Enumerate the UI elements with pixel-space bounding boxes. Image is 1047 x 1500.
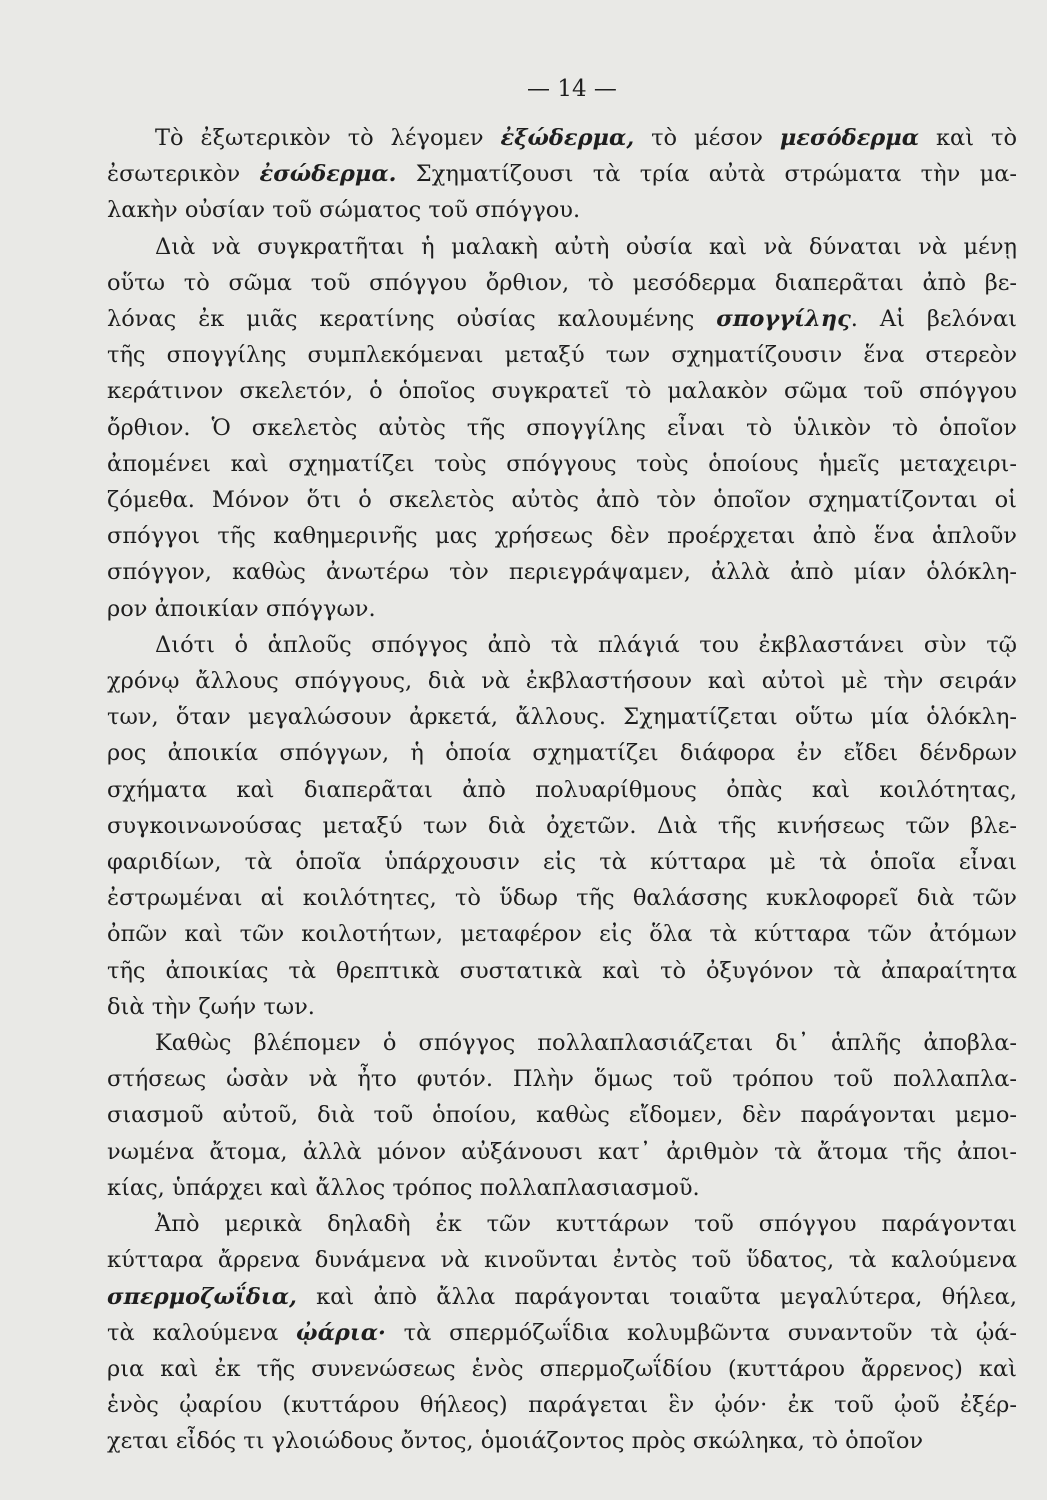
- text-line: [107, 554, 1017, 590]
- page-number: — 14 —: [527, 76, 617, 102]
- text-run: σιασμοῦ αὐτοῦ, διὰ τοῦ ὁποίου, καθὼς εἴδομεν, δὲν παράγονται μεμο-: [107, 1102, 1017, 1129]
- text-line: [107, 663, 1017, 699]
- text-run: κύτταρα ἄρρενα δυνάμενα νὰ κινοῦνται ἐντὸς τοῦ ὕδατος, τὰ καλούμενα: [107, 1247, 1017, 1274]
- text-line: [107, 1134, 1017, 1170]
- text-line: [107, 518, 1017, 554]
- text-line: [107, 880, 1017, 916]
- text-run: διὰ τὴν ζωήν των.: [107, 993, 315, 1020]
- text-line: [107, 229, 1017, 265]
- text-line: [107, 1206, 1017, 1242]
- text-run: Τὸ ἐξωτερικὸν τὸ λέγομεν: [155, 125, 501, 151]
- text-line: [107, 1242, 1017, 1278]
- paragraph: [107, 1025, 1017, 1206]
- text-line: [107, 120, 1017, 156]
- text-line: [107, 1387, 1017, 1423]
- text-run: ρος ἀποικία σπόγγων, ἡ ὁποία σχηματίζει διάφορα ἐν εἴδει δένδρων: [107, 740, 1017, 767]
- text-run: σχήματα καὶ διαπερᾶται ἀπὸ πολυαρίθμους ὀπὰς καὶ κοιλότητας,: [107, 776, 1017, 803]
- text-run: φαριδίων, τὰ ὁποῖα ὑπάρχουσιν εἰς τὰ κύτταρα μὲ τὰ ὁποῖα εἶναι: [107, 849, 1017, 876]
- text-run: Καθὼς βλέπομεν ὁ σπόγγος πολλαπλασιάζεται δι᾿ ἁπλῆς ἀποβλα-: [155, 1030, 1017, 1057]
- bold-term: σπερμοζωΐδια,: [107, 1283, 297, 1310]
- text-run: Διότι ὁ ἁπλοῦς σπόγγος ἀπὸ τὰ πλάγιά του ἐκβλαστάνει σὺν τῷ: [155, 631, 1017, 658]
- text-line: [107, 844, 1017, 880]
- text-line: [107, 156, 1017, 192]
- text-line: [107, 265, 1017, 301]
- text-run: συγκοινωνούσας μεταξύ των διὰ ὀχετῶν. Διὰ τῆς κινήσεως τῶν βλε-: [107, 812, 1017, 839]
- text-run: νωμένα ἄτομα, ἀλλὰ μόνον αὐξάνουσι κατ᾿ ἀριθμὸν τὰ ἄτομα τῆς ἀποι-: [107, 1138, 1017, 1165]
- text-line: [107, 953, 1017, 989]
- text-run: Σχηματίζουσι τὰ τρία αὐτὰ στρώματα τὴν μα-: [396, 161, 1017, 188]
- text-line: [107, 337, 1017, 373]
- text-line: [107, 1423, 1017, 1459]
- text-run: καὶ ἀπὸ ἄλλα παράγονται τοιαῦτα μεγαλύτερα, θήλεα,: [296, 1283, 1017, 1310]
- text-run: σπόγγοι τῆς καθημερινῆς μας χρήσεως δὲν προέρχεται ἀπὸ ἕνα ἁπλοῦν: [107, 523, 1017, 550]
- paragraph: [107, 229, 1017, 627]
- text-line: [107, 735, 1017, 771]
- text-run: των, ὅταν μεγαλώσουν ἀρκετά, ἄλλους. Σχηματίζεται οὕτω μία ὁλόκλη-: [107, 704, 1017, 731]
- text-run: ὄρθιον. Ὁ σκελετὸς αὐτὸς τῆς σπογγίλης εἶναι τὸ ὑλικὸν τὸ ὁποῖον: [107, 414, 1017, 441]
- text-line: [107, 989, 1017, 1025]
- text-run: Διὰ νὰ συγκρατῆται ἡ μαλακὴ αὐτὴ οὐσία καὶ νὰ δύναται νὰ μένῃ: [155, 233, 1017, 260]
- bold-term: ἐξώδερμα,: [500, 125, 635, 151]
- text-line: [107, 1279, 1017, 1315]
- text-run: ρια καὶ ἐκ τῆς συνενώσεως ἑνὸς σπερμοζωΐδίου (κυττάρου ἄρρενος) καὶ: [107, 1355, 1017, 1382]
- text-run: ἐστρωμέναι αἱ κοιλότητες, τὸ ὕδωρ τῆς θαλάσσης κυκλοφορεῖ διὰ τῶν: [107, 885, 1017, 912]
- text-line: [107, 699, 1017, 735]
- text-run: χρόνῳ ἄλλους σπόγγους, διὰ νὰ ἐκβλαστήσουν καὶ αὐτοὶ μὲ τὴν σειράν: [107, 668, 1017, 695]
- text-run: τὰ σπερμόζωΐδια κολυμβῶντα συναντοῦν τὰ ᾠά-: [385, 1319, 1018, 1346]
- text-run: σπόγγον, καθὼς ἀνωτέρω τὸν περιεγράψαμεν, ἀλλὰ ἀπὸ μίαν ὁλόκλη-: [107, 559, 1017, 586]
- text-run: τὸ μέσον: [634, 125, 780, 151]
- text-line: [107, 1061, 1017, 1097]
- text-line: [107, 591, 1017, 627]
- text-run: ζόμεθα. Μόνον ὅτι ὁ σκελετὸς αὐτὸς ἀπὸ τὸν ὁποῖον σχηματίζονται οἱ: [107, 487, 1017, 514]
- bold-term: ἐσώδερμα.: [259, 161, 397, 188]
- text-run: Ἀπὸ μερικὰ δηλαδὴ ἐκ τῶν κυττάρων τοῦ σπόγγου παράγονται: [155, 1211, 1017, 1238]
- text-run: στήσεως ὡσὰν νὰ ἦτο φυτόν. Πλὴν ὅμως τοῦ τρόπου τοῦ πολλαπλα-: [107, 1066, 1017, 1093]
- text-line: [107, 1025, 1017, 1061]
- text-run: . Αἱ βελόναι: [850, 306, 1017, 333]
- text-run: λακὴν οὐσίαν τοῦ σώματος τοῦ σπόγγου.: [107, 197, 581, 224]
- text-line: [107, 482, 1017, 518]
- paragraph: [107, 120, 1017, 229]
- text-line: [107, 808, 1017, 844]
- text-line: [107, 410, 1017, 446]
- text-run: ὀπῶν καὶ τῶν κοιλοτήτων, μεταφέρον εἰς ὅλα τὰ κύτταρα τῶν ἀτόμων: [107, 921, 1017, 948]
- text-run: τῆς ἀποικίας τὰ θρεπτικὰ συστατικὰ καὶ τὸ ὀξυγόνον τὰ ἀπαραίτητα: [107, 957, 1017, 984]
- bold-term: μεσόδερμα: [779, 125, 920, 151]
- text-run: τῆς σπογγίλης συμπλεκόμεναι μεταξύ των σχηματίζουσιν ἕνα στερεὸν: [107, 342, 1017, 369]
- text-run: τὰ καλούμενα: [107, 1319, 297, 1346]
- text-run: καὶ τὸ: [919, 125, 1017, 151]
- text-line: [107, 916, 1017, 952]
- text-run: ρον ἀποικίαν σπόγγων.: [107, 595, 376, 622]
- text-line: [107, 301, 1017, 337]
- text-line: [107, 1351, 1017, 1387]
- text-line: [107, 1170, 1017, 1206]
- text-line: [107, 373, 1017, 409]
- text-run: κεράτινον σκελετόν, ὁ ὁποῖος συγκρατεῖ τὸ μαλακὸν σῶμα τοῦ σπόγγου: [107, 378, 1017, 405]
- bold-term: ᾠάρια·: [296, 1319, 386, 1346]
- text-run: χεται εἶδός τι γλοιώδους ὄντος, ὁμοιάζοντος πρὸς σκώληκα, τὸ ὁποῖον: [107, 1428, 924, 1455]
- text-line: [107, 1315, 1017, 1351]
- body-text: [107, 120, 1017, 1460]
- text-run: ἑνὸς ᾠαρίου (κυττάρου θήλεος) παράγεται ἓν ᾠόν· ἐκ τοῦ ᾠοῦ ἐξέρ-: [107, 1392, 1017, 1419]
- text-run: κίας, ὑπάρχει καὶ ἄλλος τρόπος πολλαπλασιασμοῦ.: [107, 1174, 700, 1201]
- bold-term: σπογγίλης: [716, 306, 851, 333]
- paragraph: [107, 1206, 1017, 1459]
- text-line: [107, 627, 1017, 663]
- text-run: ἐσωτερικὸν: [107, 161, 260, 188]
- text-line: [107, 1097, 1017, 1133]
- text-run: ἀπομένει καὶ σχηματίζει τοὺς σπόγγους τοὺς ὁποίους ἡμεῖς μεταχειρι-: [107, 450, 1017, 477]
- text-line: [107, 772, 1017, 808]
- text-line: [107, 192, 1017, 228]
- paragraph: [107, 627, 1017, 1025]
- text-run: λόνας ἐκ μιᾶς κερατίνης οὐσίας καλουμένης: [107, 306, 717, 333]
- text-line: [107, 446, 1017, 482]
- text-run: οὕτω τὸ σῶμα τοῦ σπόγγου ὄρθιον, τὸ μεσόδερμα διαπερᾶται ἀπὸ βε-: [107, 269, 1017, 296]
